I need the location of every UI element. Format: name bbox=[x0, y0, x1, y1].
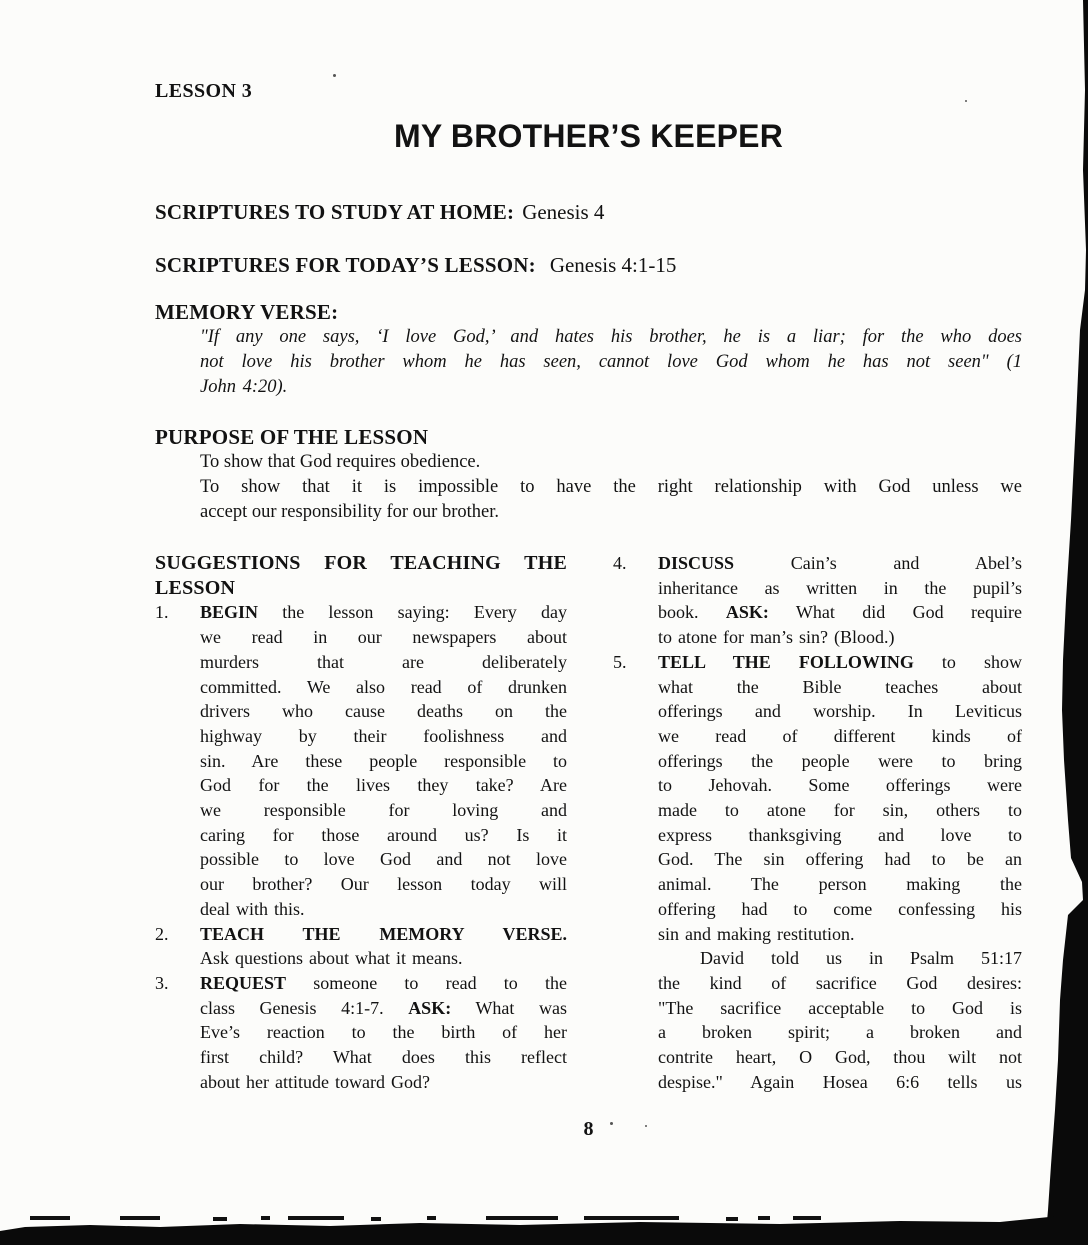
item-text: TEACH THE MEMORY VERSE. Ask questions about what it means. bbox=[200, 923, 567, 969]
purpose-statement-2: To show that it is impossible to have the right relationship with God unless we accept our responsibility for our brother. bbox=[200, 477, 1022, 522]
item-number: 3. bbox=[155, 972, 169, 993]
item-number: 5. bbox=[613, 651, 627, 672]
item-text: TELL THE FOLLOWING to show what the Bible teaches about offerings and worship. In Leviticus we read of different kinds of offerings the people were to bring to Jehovah. Some offerings were made to atone for sin, others to express thanksgiving and love to God. The sin offering had to be an animal. The person making the offering had to come confessing his sin and making restitution. bbox=[658, 651, 1022, 944]
memory-verse-heading: MEMORY VERSE: bbox=[155, 300, 339, 324]
page-title: MY BROTHER’S KEEPER bbox=[393, 118, 784, 154]
suggestion-item-3 bbox=[155, 971, 567, 1095]
item-text: DISCUSS Cain’s and Abel’s inheritance as written in the pupil’s book. ASK: What did God require to atone for man’s sin? (Blood.) bbox=[658, 553, 1023, 648]
lesson-number-label: LESSON 3 bbox=[155, 80, 253, 102]
scriptures-today-row bbox=[155, 253, 676, 278]
item-number: 2. bbox=[155, 923, 169, 944]
scan-speck bbox=[965, 100, 967, 102]
purpose-statement-1: To show that God requires obedience. bbox=[200, 452, 481, 472]
scriptures-today-value: Genesis 4:1-15 bbox=[549, 253, 677, 277]
right-column bbox=[613, 551, 1022, 1094]
scriptures-today-label: SCRIPTURES FOR TODAY’S LESSON: bbox=[155, 253, 536, 277]
item-text: REQUEST someone to read to the class Genesis 4:1-7. ASK: What was Eve’s reaction to the birth of her first child? What does this reflect about her attitude toward God? bbox=[200, 972, 567, 1092]
suggestion-item-4 bbox=[613, 551, 1022, 650]
page-number: 8 bbox=[583, 1118, 594, 1140]
scriptures-home-row bbox=[155, 200, 604, 225]
suggestion-item-1 bbox=[155, 600, 567, 921]
scriptures-home-label: SCRIPTURES TO STUDY AT HOME: bbox=[155, 200, 515, 224]
purpose-heading: PURPOSE OF THE LESSON bbox=[155, 425, 429, 449]
suggestion-item-2 bbox=[155, 922, 567, 971]
item-number: 4. bbox=[613, 553, 627, 573]
suggestions-heading: SUGGESTIONS FOR TEACHING THE LESSON bbox=[155, 552, 567, 599]
memory-verse-text: "If any one says, ‘I love God,’ and hates his brother, he is a liar; for the who does not love his brother whom he has seen, cannot love God whom he has not seen" (1 John 4:20). bbox=[200, 327, 1022, 397]
left-column bbox=[155, 551, 567, 1094]
suggestion-item-5 bbox=[613, 650, 1022, 946]
item-text: BEGIN the lesson saying: Every day we read in our newspapers about murders that are deliberately committed. We also read of drunken drivers who cause deaths on the highway by their foolishness and sin. Are these people responsible to God for the lives they take? Are we responsible for loving and caring for those around us? Is it possible to love God and not love our brother? Our lesson today will deal with this. bbox=[200, 602, 567, 919]
purpose-text bbox=[200, 450, 1022, 525]
continuation-paragraph: David told us in Psalm 51:17 the kind of sacrifice God desires: "The sacrifice acceptable to God is a broken spirit; a broken and contrite heart, O God, thou wilt not despise." Again Hosea 6:6 tells us bbox=[658, 948, 1022, 1092]
scan-speck bbox=[333, 74, 336, 77]
item-number: 1. bbox=[155, 602, 169, 623]
scriptures-home-value: Genesis 4 bbox=[522, 200, 605, 224]
scan-dashes bbox=[30, 1216, 821, 1221]
